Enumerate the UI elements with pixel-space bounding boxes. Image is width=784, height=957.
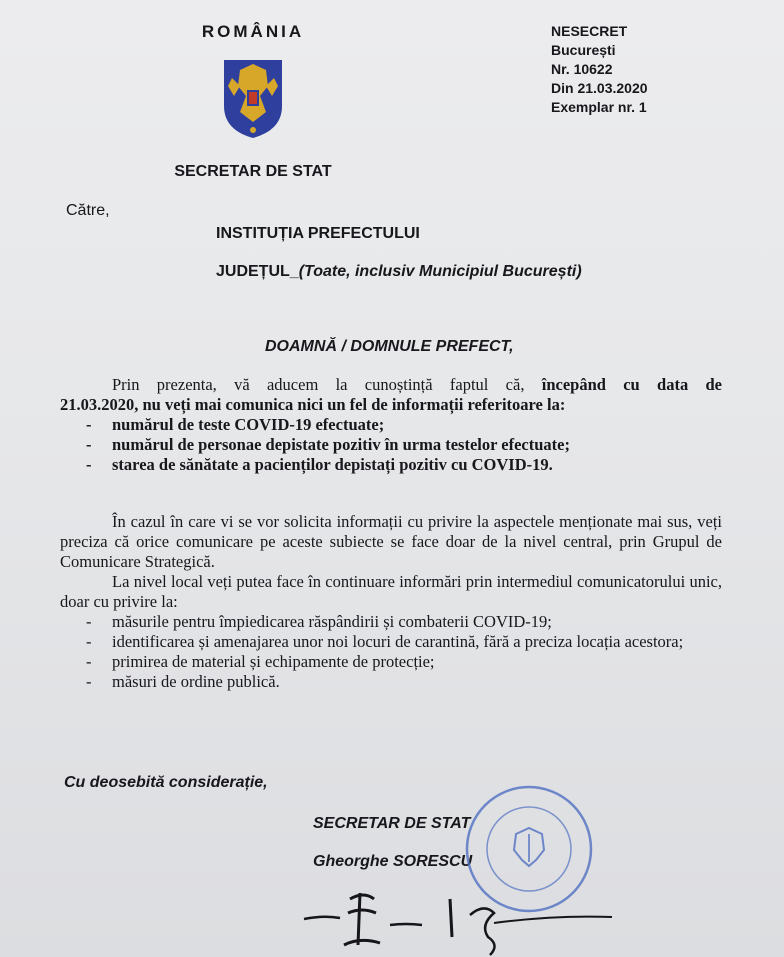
p1-date: 21.03.2020, bbox=[60, 395, 139, 414]
allowed-info-list bbox=[60, 612, 722, 692]
list-item: - numărul de personae depistate pozitiv în urma testelor efectuate; bbox=[60, 435, 722, 455]
list-item: - măsuri de ordine publică. bbox=[60, 672, 722, 692]
county-prefix: JUDEȚUL_ bbox=[216, 263, 299, 280]
closing-formula: Cu deosebită considerație, bbox=[64, 774, 268, 791]
list-item: - primirea de material și echipamente de protecție; bbox=[60, 652, 722, 672]
issuer-role: SECRETAR DE STAT bbox=[174, 163, 332, 180]
handwritten-signature bbox=[294, 885, 614, 957]
country-name: ROMÂNIA bbox=[201, 22, 305, 41]
coat-of-arms-icon bbox=[220, 56, 286, 140]
letterhead-left bbox=[168, 22, 338, 181]
paragraph-1-line-1 bbox=[60, 375, 722, 395]
copy-number: Exemplar nr. 1 bbox=[551, 99, 647, 115]
recipient-county bbox=[216, 263, 582, 281]
city: București bbox=[551, 42, 616, 58]
paragraph-1 bbox=[60, 375, 722, 475]
signatory-name: Gheorghe SORESCU bbox=[313, 853, 473, 870]
classification: NESECRET bbox=[551, 23, 628, 39]
paragraph-2-3 bbox=[60, 512, 722, 692]
recipient-to: Către, bbox=[66, 202, 110, 219]
restricted-info-list bbox=[60, 415, 722, 475]
paragraph-1-line-2 bbox=[60, 395, 722, 415]
list-item: - identificarea și amenajarea unor noi locuri de carantină, fără a preciza locația acestora; bbox=[60, 632, 722, 652]
registration-number: Nr. 10622 bbox=[551, 61, 613, 77]
p1-text-a: Prin prezenta, vă aducem la cunoștință faptul că, bbox=[112, 375, 542, 394]
letterhead-right bbox=[551, 22, 648, 117]
p1-text-c: nu veți mai comunica nici un fel de informații referitoare la: bbox=[138, 395, 566, 414]
recipient-institution: INSTITUȚIA PREFECTULUI bbox=[216, 225, 420, 242]
list-item: - starea de sănătate a pacienților depistați pozitiv cu COVID-19. bbox=[60, 455, 722, 475]
list-item: - numărul de teste COVID-19 efectuate; bbox=[60, 415, 722, 435]
paragraph-3: La nivel local veți putea face în continuare informări prin intermediul comunicatorului unic, doar cu privire la: bbox=[60, 572, 722, 611]
list-item: - măsurile pentru împiedicarea răspândirii și combaterii COVID-19; bbox=[60, 612, 722, 632]
county-note: (Toate, inclusiv Municipiul București) bbox=[298, 263, 582, 280]
p1-text-b: începând cu data de bbox=[541, 375, 722, 394]
document-date: Din 21.03.2020 bbox=[551, 80, 648, 96]
paragraph-2: În cazul în care vi se vor solicita informații cu privire la aspectele menționate mai sus, veți preciza că orice comunicare pe aceste subiecte se face doar de la nivel central, prin Grupul de Comunicare Strategică. bbox=[60, 512, 722, 571]
salutation: DOAMNĂ / DOMNULE PREFECT, bbox=[265, 338, 514, 355]
signatory-role: SECRETAR DE STAT bbox=[313, 815, 471, 832]
